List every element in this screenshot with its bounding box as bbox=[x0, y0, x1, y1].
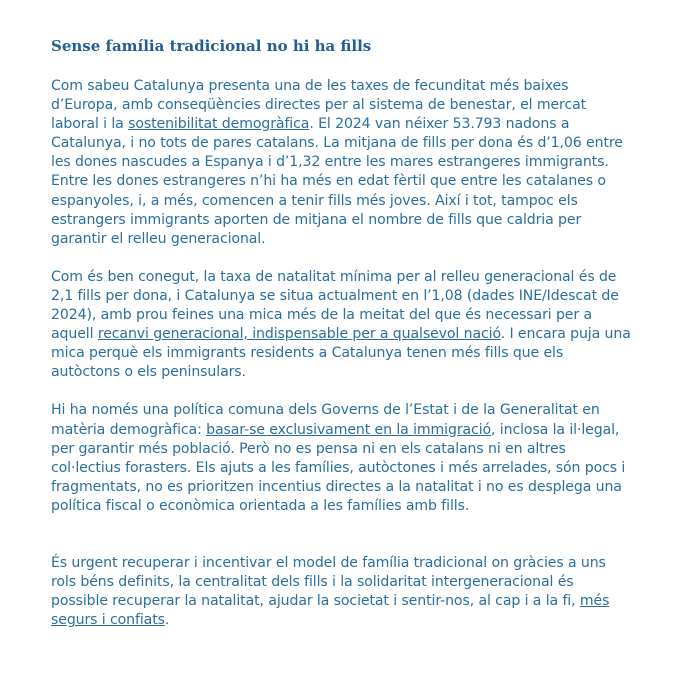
link-segurs-confiats[interactable]: més segurs i confiats bbox=[51, 593, 610, 629]
link-immigracio[interactable]: basar-se exclusivament en la immigració bbox=[206, 421, 492, 438]
paragraph-text: Hi ha només una política comuna dels Governs de l’Estat i de la Generalitat en matèria demogràfica: bbox=[51, 402, 600, 438]
link-sostenibilitat-demografica[interactable]: sostenibilitat demogràfica bbox=[128, 116, 310, 133]
link-recanvi-generacional[interactable]: recanvi generacional, indispensable per a qualsevol nació bbox=[97, 326, 501, 343]
paragraph-text: Com sabeu Catalunya presenta una de les taxes de fecunditat més baixes d’Europa, amb conseqüències directes per al sistema de benestar, el mercat laboral i la bbox=[51, 78, 587, 133]
paragraph-4 bbox=[51, 554, 631, 630]
paragraph-text: , inclosa la il·legal, per garantir més població. Però no es pensa ni en els catalans ni en altres col·lectius forasters. Els ajuts a les famílies, autòctones i més arrelades, són pocs i fragmentats, no es prioritzen incentius directes a la natalitat i no es desplega una política fiscal o econòmica orientada a les famílies amb fills. bbox=[51, 421, 626, 514]
paragraph-text: . bbox=[164, 612, 170, 629]
paragraph-3 bbox=[51, 401, 631, 516]
paragraph-text: . El 2024 van néixer 53.793 nadons a Catalunya, i no tots de pares catalans. La mitjana de fills per dona és d’1,06 entre les dones nascudes a Espanya i d’1,32 entre les mares estrangeres immigrants. Entre les dones estrangeres n’hi ha més en edat fèrtil que entre les catalanes o espanyoles, i, a més, comencen a tenir fills més joves. Així i tot, tampoc els estrangers immigrants aporten de mitjana el nombre de fills que caldria per garantir el relleu generacional. bbox=[51, 116, 623, 247]
paragraph-text: És urgent recuperar i incentivar el model de família tradicional on gràcies a uns rols béns definits, la centralitat dels fills i la solidaritat intergeneracional és possible recuperar la natalitat, ajudar la societat i sentir-nos, al cap i a la fi, bbox=[51, 554, 606, 610]
paragraph-text: Com és ben conegut, la taxa de natalitat mínima per al relleu generacional és de 2,1 fills per dona, i Catalunya se situa actualment en l’1,08 (dades INE/Idescat de 2024), amb prou feines una mica més de la meitat del que és necessari per a aquell bbox=[51, 268, 619, 343]
paragraph-2 bbox=[51, 268, 631, 383]
paragraph-1 bbox=[51, 77, 631, 249]
article-title: Sense família tradicional no hi ha fills bbox=[51, 37, 372, 55]
article bbox=[51, 36, 631, 630]
paragraph-text: . I encara puja una mica perquè els immigrants residents a Catalunya tenen més fills que els autòctons o els peninsulars. bbox=[51, 326, 631, 381]
